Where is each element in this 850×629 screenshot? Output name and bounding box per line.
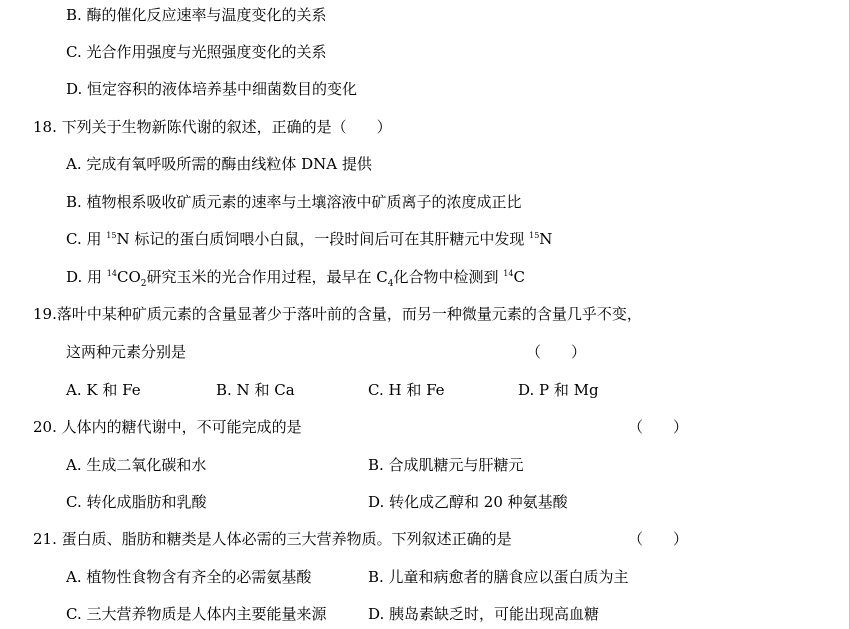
q19-stem: 19.落叶中某种矿质元素的含量显著少于落叶前的含量，而另一种微量元素的含量几乎不变， [33,305,642,323]
q18-c-end: N [539,230,553,248]
q20-option-d: D. 转化成乙醇和 20 种氨基酸 [368,493,568,511]
q18-c-middle: N 标记的蛋白质饲喂小白鼠，一段时间后可在其肝糖元中发现 [116,230,530,248]
q19-answer-paren: （ ） [526,343,587,361]
q20-option-b: B. 合成肌糖元与肝糖元 [368,456,524,474]
q18-d-isotope-2: 14 [503,269,514,278]
q21-option-b: B. 儿童和病愈者的膳食应以蛋白质为主 [368,568,629,586]
q18-d-sub-4: 4 [387,279,394,289]
q18-d-isotope-1: 14 [106,269,117,278]
q18-stem: 18. 下列关于生物新陈代谢的叙述，正确的是（ ） [33,118,392,136]
q18-d-middle-2: 化合物中检测到 [393,268,504,286]
q18-d-middle: 研究玉米的光合作用过程，最早在 C [146,268,388,286]
q20-option-a: A. 生成二氧化碳和水 [66,456,207,474]
q17-option-c: C. 光合作用强度与光照强度变化的关系 [66,43,327,61]
q18-c-isotope-2: 15 [529,231,540,240]
q18-option-b: B. 植物根系吸收矿质元素的速率与土壤溶液中矿质离子的浓度成正比 [66,193,522,211]
q19-option-d: D. P 和 Mg [518,381,599,399]
q19-option-a: A. K 和 Fe [66,381,141,399]
q21-option-d: D. 胰岛素缺乏时，可能出现高血糖 [368,605,600,623]
q21-option-a: A. 植物性食物含有齐全的必需氨基酸 [66,568,312,586]
q17-option-d: D. 恒定容积的液体培养基中细菌数目的变化 [66,80,358,98]
q18-d-end: C [513,268,525,286]
q18-c-prefix: C. 用 [66,230,107,248]
q19-option-c: C. H 和 Fe [368,381,445,399]
q20-option-c: C. 转化成脂肪和乳酸 [66,493,207,511]
q21-stem: 21. 蛋白质、脂肪和糖类是人体必需的三大营养物质。下列叙述正确的是 [33,530,512,548]
q21-answer-paren: （ ） [628,530,689,548]
q18-d-co: CO [116,268,141,286]
q18-d-sub-2: 2 [140,279,147,289]
q20-stem: 20. 人体内的糖代谢中，不可能完成的是 [33,418,302,436]
q20-answer-paren: （ ） [628,418,689,436]
q17-option-b: B. 酶的催化反应速率与温度变化的关系 [66,6,327,24]
q18-option-a: A. 完成有氧呼吸所需的酶由线粒体 DNA 提供 [66,155,372,173]
q18-d-prefix: D. 用 [66,268,107,286]
q18-option-c [66,230,552,248]
q21-option-c: C. 三大营养物质是人体内主要能量来源 [66,605,327,623]
q18-option-d [66,268,525,289]
q18-c-isotope-1: 15 [106,231,117,240]
q19-option-b: B. N 和 Ca [216,381,295,399]
q19-stem-continued: 这两种元素分别是 [66,343,187,361]
